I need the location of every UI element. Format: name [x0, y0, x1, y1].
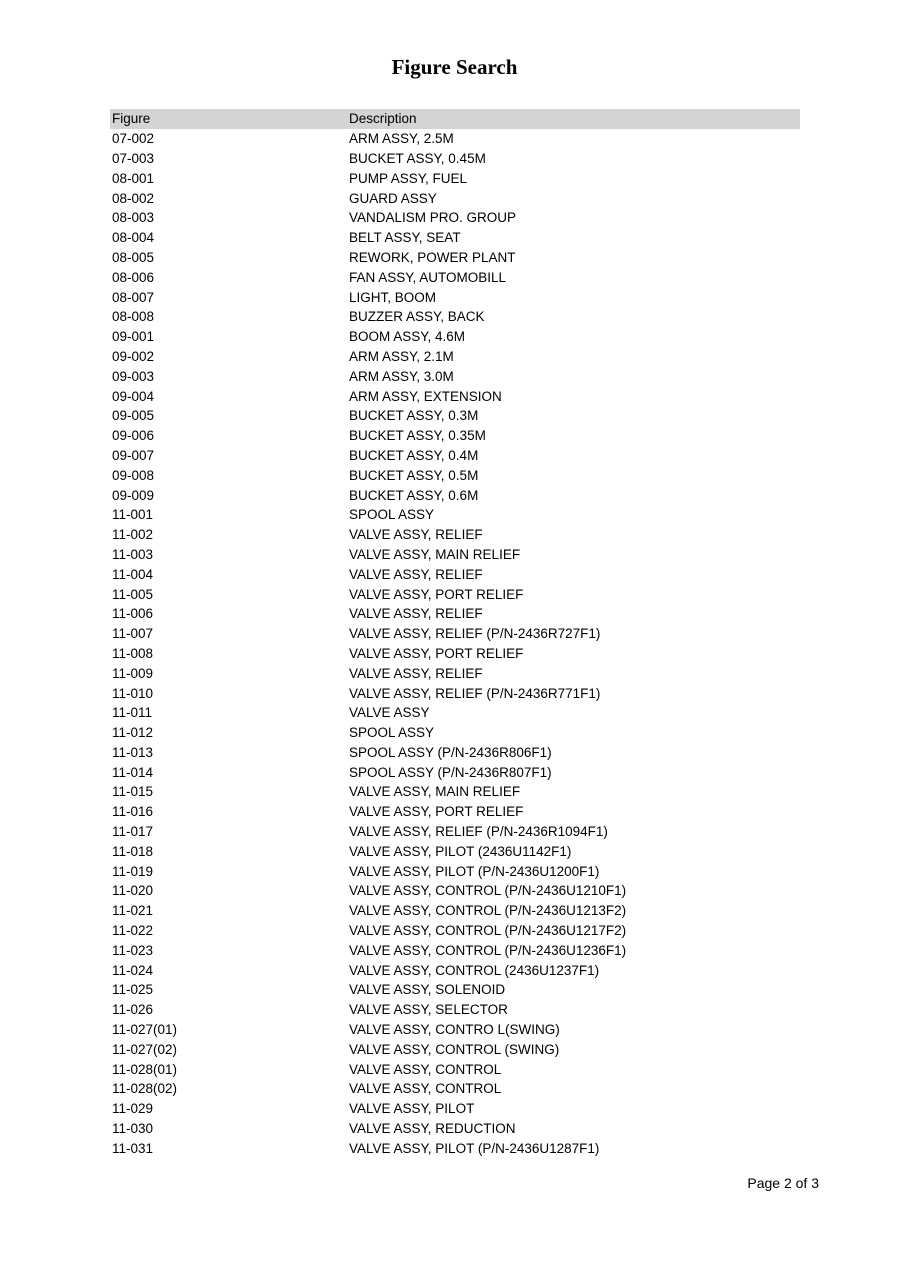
description-cell: VALVE ASSY, CONTROL (P/N-2436U1210F1)	[349, 883, 627, 899]
figure-cell: 11-023	[112, 942, 154, 958]
table-row	[110, 208, 800, 228]
description-cell: VALVE ASSY, MAIN RELIEF	[349, 784, 521, 800]
figure-cell: 07-003	[112, 150, 155, 166]
table-row	[110, 129, 800, 149]
table-row	[110, 723, 800, 743]
description-cell: VALVE ASSY, RELIEF	[349, 606, 483, 622]
table-row	[110, 1039, 800, 1059]
table-row	[110, 604, 800, 624]
figure-cell: 09-006	[112, 428, 155, 444]
table-row	[110, 426, 800, 446]
figure-cell: 11-029	[112, 1101, 154, 1117]
table-row	[110, 287, 800, 307]
table-row	[110, 267, 800, 287]
description-cell: VALVE ASSY, CONTROL (SWING)	[349, 1041, 560, 1057]
description-cell: SPOOL ASSY	[349, 507, 435, 523]
figure-cell: 11-025	[112, 982, 154, 998]
description-cell: VALVE ASSY, RELIEF	[349, 527, 483, 543]
figure-cell: 11-027(01)	[112, 1022, 178, 1038]
table-row	[110, 1119, 800, 1139]
figure-cell: 11-017	[112, 824, 154, 840]
table-row	[110, 525, 800, 545]
description-cell: SPOOL ASSY (P/N-2436R806F1)	[349, 744, 552, 760]
table-row	[110, 584, 800, 604]
figure-cell: 11-024	[112, 962, 154, 978]
table-body	[110, 129, 800, 1158]
description-cell: VALVE ASSY, RELIEF (P/N-2436R1094F1)	[349, 824, 608, 840]
figure-cell: 08-006	[112, 269, 155, 285]
table-row	[110, 485, 800, 505]
figure-table	[110, 109, 800, 1158]
table-row	[110, 505, 800, 525]
figure-cell: 08-001	[112, 170, 155, 186]
page-number: Page 2 of 3	[747, 1175, 819, 1191]
figure-cell: 11-013	[112, 744, 154, 760]
table-row	[110, 149, 800, 169]
description-cell: VALVE ASSY, CONTROL (P/N-2436U1213F2)	[349, 903, 627, 919]
description-cell: FAN ASSY, AUTOMOBILL	[349, 269, 507, 285]
table-row	[110, 762, 800, 782]
figure-cell: 11-027(02)	[112, 1041, 178, 1057]
description-cell: BUCKET ASSY, 0.6M	[349, 487, 479, 503]
table-row	[110, 703, 800, 723]
description-cell: BELT ASSY, SEAT	[349, 230, 461, 246]
description-cell: BUCKET ASSY, 0.5M	[349, 467, 479, 483]
description-cell: BOOM ASSY, 4.6M	[349, 329, 466, 345]
table-row	[110, 347, 800, 367]
table-row	[110, 366, 800, 386]
table-row	[110, 901, 800, 921]
figure-cell: 11-010	[112, 685, 154, 701]
figure-cell: 08-008	[112, 309, 155, 325]
description-cell: VALVE ASSY, PILOT (2436U1142F1)	[349, 843, 572, 859]
table-row	[110, 802, 800, 822]
description-cell: VALVE ASSY, CONTROL	[349, 1081, 502, 1097]
figure-cell: 11-003	[112, 546, 154, 562]
description-cell: VALVE ASSY, RELIEF	[349, 566, 483, 582]
table-row	[110, 406, 800, 426]
description-cell: REWORK, POWER PLANT	[349, 249, 516, 265]
table-row	[110, 1059, 800, 1079]
description-cell: VALVE ASSY, SELECTOR	[349, 1002, 508, 1018]
table-row	[110, 386, 800, 406]
figure-cell: 11-020	[112, 883, 154, 899]
description-cell: VALVE ASSY, CONTRO L(SWING)	[349, 1022, 560, 1038]
description-cell: VALVE ASSY, PILOT	[349, 1101, 475, 1117]
table-row	[110, 188, 800, 208]
table-row	[110, 644, 800, 664]
description-cell: VALVE ASSY, CONTROL	[349, 1061, 502, 1077]
figure-cell: 11-002	[112, 527, 154, 543]
description-cell: ARM ASSY, EXTENSION	[349, 388, 502, 404]
table-row	[110, 841, 800, 861]
figure-cell: 11-006	[112, 606, 154, 622]
table-row	[110, 683, 800, 703]
table-row	[110, 545, 800, 565]
description-cell: PUMP ASSY, FUEL	[349, 170, 468, 186]
table-row	[110, 663, 800, 683]
figure-cell: 11-014	[112, 764, 154, 780]
table-row	[110, 960, 800, 980]
figure-cell: 09-002	[112, 348, 155, 364]
description-cell: BUZZER ASSY, BACK	[349, 309, 485, 325]
description-cell: VALVE ASSY, PORT RELIEF	[349, 804, 524, 820]
description-cell: LIGHT, BOOM	[349, 289, 437, 305]
table-row	[110, 881, 800, 901]
figure-cell: 09-001	[112, 329, 155, 345]
figure-cell: 09-007	[112, 447, 155, 463]
table-row	[110, 624, 800, 644]
figure-cell: 11-004	[112, 566, 154, 582]
description-cell: VALVE ASSY, SOLENOID	[349, 982, 506, 998]
description-cell: VALVE ASSY, RELIEF	[349, 665, 483, 681]
table-row	[110, 228, 800, 248]
description-cell: GUARD ASSY	[349, 190, 437, 206]
figure-cell: 08-005	[112, 249, 155, 265]
description-cell: VALVE ASSY, PILOT (P/N-2436U1200F1)	[349, 863, 600, 879]
description-cell: VALVE ASSY, CONTROL (P/N-2436U1236F1)	[349, 942, 627, 958]
table-row	[110, 1079, 800, 1099]
description-cell: VALVE ASSY, REDUCTION	[349, 1121, 516, 1137]
page-title: Figure Search	[391, 55, 518, 79]
figure-cell: 09-005	[112, 408, 155, 424]
figure-cell: 11-019	[112, 863, 154, 879]
table-row	[110, 465, 800, 485]
table-row	[110, 1099, 800, 1119]
figure-cell: 11-022	[112, 923, 154, 939]
figure-cell: 11-031	[112, 1140, 154, 1156]
table-row	[110, 327, 800, 347]
figure-cell: 11-001	[112, 507, 154, 523]
table-row	[110, 1138, 800, 1158]
table-row	[110, 248, 800, 268]
figure-cell: 09-009	[112, 487, 155, 503]
table-row	[110, 1020, 800, 1040]
table-row	[110, 861, 800, 881]
figure-cell: 11-030	[112, 1121, 154, 1137]
description-cell: BUCKET ASSY, 0.35M	[349, 428, 486, 444]
table-row	[110, 980, 800, 1000]
table-header	[110, 109, 800, 129]
description-cell: VANDALISM PRO. GROUP	[349, 210, 517, 226]
description-cell: BUCKET ASSY, 0.3M	[349, 408, 479, 424]
figure-cell: 11-012	[112, 725, 154, 741]
figure-cell: 11-018	[112, 843, 154, 859]
description-cell: VALVE ASSY, RELIEF (P/N-2436R727F1)	[349, 626, 601, 642]
table-row	[110, 782, 800, 802]
figure-cell: 11-005	[112, 586, 154, 602]
figure-cell: 11-008	[112, 645, 154, 661]
figure-cell: 08-002	[112, 190, 155, 206]
table-row	[110, 822, 800, 842]
description-cell: VALVE ASSY, RELIEF (P/N-2436R771F1)	[349, 685, 601, 701]
figure-cell: 08-003	[112, 210, 155, 226]
figure-cell: 11-026	[112, 1002, 154, 1018]
figure-cell: 11-016	[112, 804, 154, 820]
figure-cell: 07-002	[112, 131, 155, 147]
description-cell: SPOOL ASSY	[349, 725, 435, 741]
header-description: Description	[349, 111, 417, 127]
description-cell: VALVE ASSY, MAIN RELIEF	[349, 546, 521, 562]
table-row	[110, 168, 800, 188]
description-cell: VALVE ASSY, PILOT (P/N-2436U1287F1)	[349, 1140, 600, 1156]
figure-cell: 09-008	[112, 467, 155, 483]
figure-cell: 11-009	[112, 665, 154, 681]
figure-cell: 11-007	[112, 626, 154, 642]
description-cell: VALVE ASSY, PORT RELIEF	[349, 645, 524, 661]
table-row	[110, 446, 800, 466]
figure-cell: 11-028(01)	[112, 1061, 178, 1077]
table-row	[110, 921, 800, 941]
description-cell: VALVE ASSY, PORT RELIEF	[349, 586, 524, 602]
figure-cell: 08-004	[112, 230, 155, 246]
table-row	[110, 564, 800, 584]
figure-cell: 09-004	[112, 388, 155, 404]
description-cell: ARM ASSY, 2.1M	[349, 348, 454, 364]
figure-cell: 11-028(02)	[112, 1081, 178, 1097]
figure-cell: 08-007	[112, 289, 155, 305]
figure-cell: 11-021	[112, 903, 154, 919]
table-row	[110, 940, 800, 960]
description-cell: ARM ASSY, 3.0M	[349, 368, 454, 384]
description-cell: SPOOL ASSY (P/N-2436R807F1)	[349, 764, 552, 780]
description-cell: VALVE ASSY, CONTROL (2436U1237F1)	[349, 962, 600, 978]
figure-cell: 09-003	[112, 368, 155, 384]
table-row	[110, 307, 800, 327]
description-cell: ARM ASSY, 2.5M	[349, 131, 454, 147]
header-figure: Figure	[112, 111, 151, 127]
table-row	[110, 1000, 800, 1020]
description-cell: BUCKET ASSY, 0.45M	[349, 150, 486, 166]
table-row	[110, 743, 800, 763]
description-cell: VALVE ASSY, CONTROL (P/N-2436U1217F2)	[349, 923, 627, 939]
description-cell: BUCKET ASSY, 0.4M	[349, 447, 479, 463]
figure-cell: 11-015	[112, 784, 154, 800]
figure-cell: 11-011	[112, 705, 153, 721]
description-cell: VALVE ASSY	[349, 705, 430, 721]
